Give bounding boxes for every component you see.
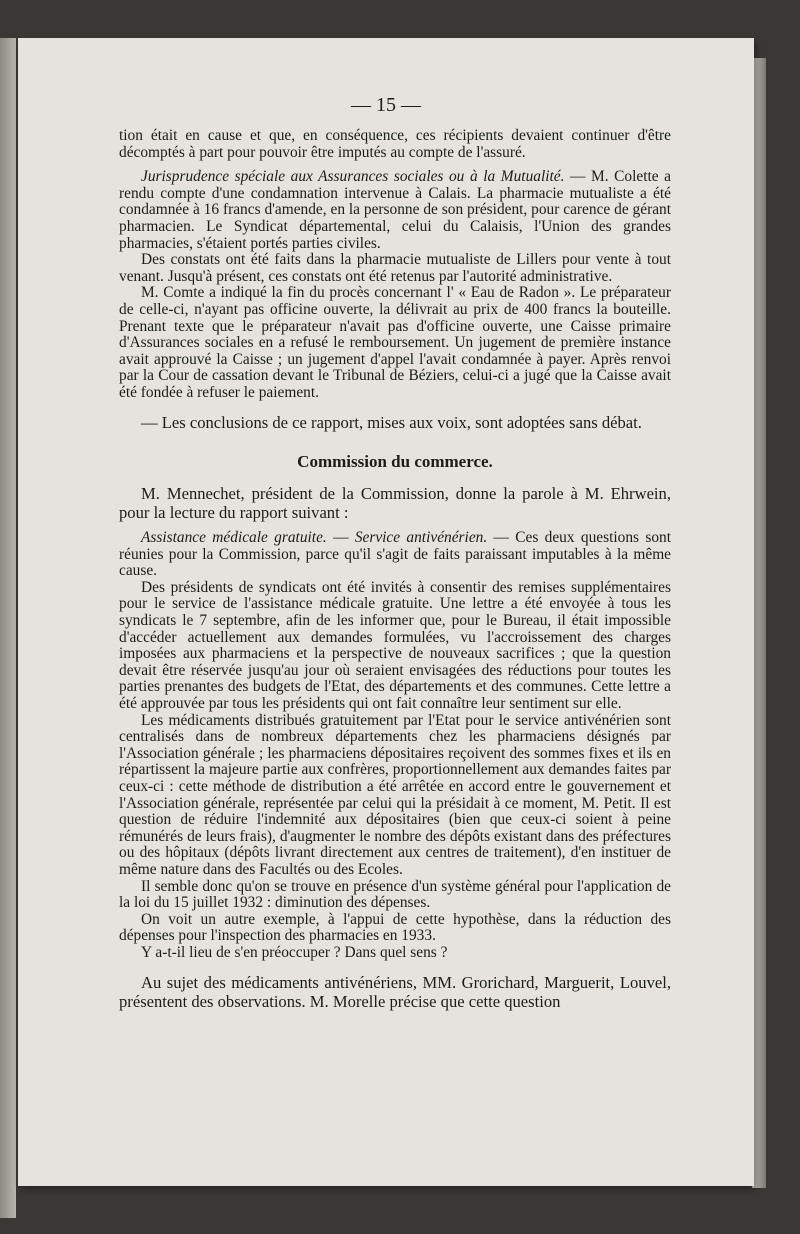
paragraph-text: — Ces deux questions sont réunies pour la Commission, parce qu'il s'agit de faits paraissant imputables à la même cause.	[119, 529, 672, 580]
paragraph-exemple: On voit un autre exemple, à l'appui de cette hypothèse, dans la réduction des dépenses pour l'inspection des pharmacies en 1933.	[119, 910, 671, 945]
paragraph-observations: Au sujet des médicaments antivénériens, MM. Grorichard, Marguerit, Louvel, présentent des observations. M. Morelle précise que cette question	[119, 972, 671, 1011]
paragraph-medicaments: Les médicaments distribués gratuitement par l'Etat pour le service antivénérien sont centralisés dans de nombreux départements chez les pharmaciens désignés par l'Association générale ; les pharmaciens dépositaires reçoivent des sommes fixes et ils en répartissent la majeure partie aux confrères, proportionnellement aux demandes faites par ceux-ci : cette méthode de distribution a été arrêtée en accord entre le gouvernement et l'Association générale, représentée par celui qui la présidait à ce moment, M. Petit. Il est question de réduire l'indemnité aux dépositaires (bien que ceux-ci soient à peine rémunérés de leurs frais), d'augmenter le nombre des dépôts existant dans des préfectures ou des hôpitaux (dépôts livrant directement aux centres de traitement), d'en instituer de même nature dans des Facultés ou des Ecoles.	[119, 711, 671, 878]
paragraph-eau-de-radon: M. Comte a indiqué la fin du procès concernant l' « Eau de Radon ». Le préparateur de celle-ci, n'ayant pas officine ouverte, la délivrait au prix de 400 francs la bouteille. Prenant texte que le préparateur n'avait pas d'officine ouverte, une Caisse primaire d'Assurances sociales en a refusé le remboursement. Un jugement de première instance avait approuvé la Caisse ; un jugement d'appel l'avait condamnée à payer. Après renvoi par la Cour de cassation devant le Tribunal de Béziers, celui-ci a jugé que la Caisse avait été fondée à refuser le paiement.	[119, 284, 671, 401]
paragraph-question: Y a-t-il lieu de s'en préoccuper ? Dans quel sens ?	[141, 943, 448, 961]
paragraph-continuation: tion était en cause et que, en conséquence, ces récipients devaient continuer d'être décomptés à part pour pouvoir être imputés au compte de l'assuré.	[119, 127, 671, 161]
document-page	[18, 38, 754, 1186]
paragraph-assistance	[119, 530, 671, 580]
page-stack-edge	[752, 58, 766, 1188]
section-title-jurisprudence: Jurisprudence spéciale aux Assurances sociales ou à la Mutualité.	[141, 168, 565, 186]
paragraph-text: — M. Colette a rendu compte d'une condamnation intervenue à Calais. La pharmacie mutualiste a été condamnée à 16 francs d'amende, en la personne de son président, pour carence de gérant pharmacien. Le Syndicat départemental, celui du Calaisis, l'Union des grandes pharmacies, s'étaient portés parties civiles.	[119, 168, 671, 252]
paragraph-presidents: Des présidents de syndicats ont été invités à consentir des remises supplémentaires pour le service de l'assistance médicale gratuite. Une lettre a été envoyée à tous les syndicats le 7 septembre, afin de les informer que, pour le Bureau, il était impossible d'accéder actuellement aux demandes formulées, vu l'accroissement des charges imposées aux pharmaciens et la perspective de nouveaux sacrifices ; que la question devait être réservée jusqu'au jour où seraient envisagées des réductions pour toutes les parties prenantes des budgets de l'Etat, des départements et des communes. Cette lettre a été approuvée par tous les présidents qui ont fait connaître leur sentiment sur elle.	[119, 578, 671, 713]
paragraph-mennechet: M. Mennechet, président de la Commission, donne la parole à M. Ehrwein, pour la lecture du rapport suivant :	[119, 484, 671, 523]
paragraph-constats: Des constats ont été faits dans la pharmacie mutualiste de Lillers pour vente à tout venant. Jusqu'à présent, ces constats ont été retenus par l'autorité administrative.	[119, 251, 671, 285]
title-separator: —	[326, 529, 355, 547]
adjacent-page-edge	[0, 38, 16, 1218]
section-heading: Commission du commerce.	[297, 451, 493, 471]
page-body	[119, 128, 671, 1011]
section-title-assistance: Assistance médicale gratuite.	[141, 529, 327, 547]
section-title-service: Service antivénérien.	[354, 529, 488, 547]
paragraph-systeme: Il semble donc qu'on se trouve en présence d'un système général pour l'application de la loi du 15 juillet 1932 : diminution des dépenses.	[119, 877, 671, 912]
paragraph-conclusions: — Les conclusions de ce rapport, mises aux voix, sont adoptées sans débat.	[141, 412, 642, 432]
page-number: — 15 —	[351, 94, 421, 116]
paragraph-jurisprudence	[119, 169, 671, 252]
